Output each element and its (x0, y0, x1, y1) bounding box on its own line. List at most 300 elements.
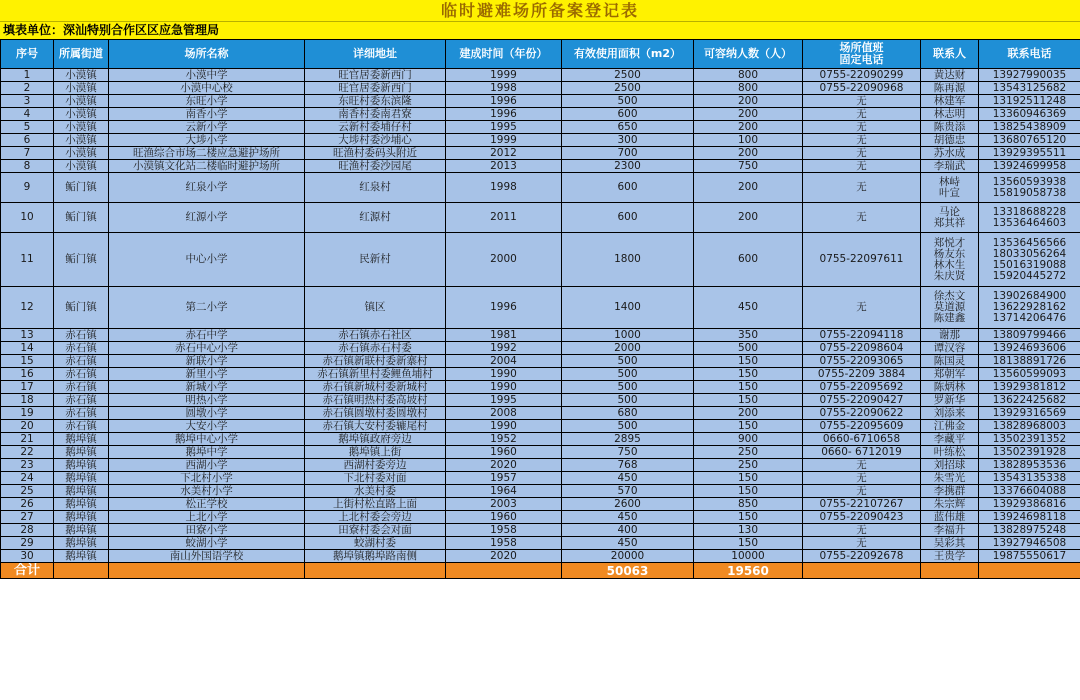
cell-capacity[interactable]: 500 (694, 342, 803, 355)
cell-area[interactable]: 500 (562, 394, 694, 407)
cell-area[interactable]: 750 (562, 446, 694, 459)
cell-duty-phone[interactable]: 无 (803, 203, 921, 233)
cell-name[interactable]: 蛟湖小学 (109, 537, 305, 550)
cell-capacity[interactable]: 200 (694, 121, 803, 134)
cell-year[interactable]: 1992 (446, 342, 562, 355)
cell-duty-phone[interactable]: 0755-22098604 (803, 342, 921, 355)
cell-name[interactable]: 小漠中心校 (109, 82, 305, 95)
cell-no[interactable]: 17 (1, 381, 54, 394)
cell-duty-phone[interactable]: 无 (803, 459, 921, 472)
cell-street[interactable]: 赤石镇 (54, 342, 109, 355)
cell-mobile[interactable] (979, 420, 1080, 433)
cell-street[interactable]: 赤石镇 (54, 368, 109, 381)
cell-no[interactable]: 26 (1, 498, 54, 511)
cell-capacity[interactable]: 250 (694, 446, 803, 459)
cell-year[interactable]: 1981 (446, 329, 562, 342)
cell-contact[interactable] (921, 69, 979, 82)
cell-capacity[interactable]: 150 (694, 368, 803, 381)
cell-address[interactable]: 南香村委南君寮 (305, 108, 446, 121)
cell-mobile[interactable] (979, 394, 1080, 407)
cell-area[interactable]: 500 (562, 95, 694, 108)
cell-name[interactable]: 鹅埠中心小学 (109, 433, 305, 446)
cell-no[interactable]: 21 (1, 433, 54, 446)
cell-name[interactable]: 中心小学 (109, 233, 305, 287)
cell-year[interactable]: 2003 (446, 498, 562, 511)
cell-year[interactable]: 1990 (446, 368, 562, 381)
cell-mobile[interactable] (979, 108, 1080, 121)
cell-capacity[interactable]: 450 (694, 287, 803, 329)
cell-address[interactable]: 下北村委对面 (305, 472, 446, 485)
cell-no[interactable]: 1 (1, 69, 54, 82)
cell-year[interactable]: 2004 (446, 355, 562, 368)
cell-area[interactable]: 20000 (562, 550, 694, 563)
cell-name[interactable]: 上北小学 (109, 511, 305, 524)
cell-name[interactable]: 水美村小学 (109, 485, 305, 498)
cell-year[interactable]: 2020 (446, 459, 562, 472)
cell-address[interactable]: 鹅埠镇政府旁边 (305, 433, 446, 446)
cell-contact[interactable] (921, 134, 979, 147)
cell-mobile[interactable] (979, 433, 1080, 446)
cell-duty-phone[interactable]: 无 (803, 485, 921, 498)
cell-mobile[interactable] (979, 342, 1080, 355)
cell-capacity[interactable]: 200 (694, 173, 803, 203)
cell-contact[interactable] (921, 108, 979, 121)
cell-address[interactable]: 上北村委会旁边 (305, 511, 446, 524)
cell-area[interactable]: 1800 (562, 233, 694, 287)
cell-duty-phone[interactable]: 0755-22090968 (803, 82, 921, 95)
cell-address[interactable]: 旺渔村委沙园尾 (305, 160, 446, 173)
cell-year[interactable]: 1998 (446, 173, 562, 203)
cell-contact[interactable] (921, 498, 979, 511)
cell-name[interactable]: 东旺小学 (109, 95, 305, 108)
cell-contact[interactable] (921, 420, 979, 433)
cell-area[interactable]: 300 (562, 134, 694, 147)
cell-street[interactable]: 赤石镇 (54, 381, 109, 394)
cell-area[interactable]: 500 (562, 368, 694, 381)
cell-year[interactable]: 1996 (446, 95, 562, 108)
cell-street[interactable]: 小漠镇 (54, 108, 109, 121)
cell-area[interactable]: 2500 (562, 82, 694, 95)
cell-street[interactable]: 小漠镇 (54, 82, 109, 95)
cell-mobile[interactable] (979, 550, 1080, 563)
cell-duty-phone[interactable]: 0755-22097611 (803, 233, 921, 287)
cell-capacity[interactable]: 100 (694, 134, 803, 147)
cell-no[interactable]: 7 (1, 147, 54, 160)
cell-street[interactable]: 鹅埠镇 (54, 459, 109, 472)
cell-street[interactable]: 小漠镇 (54, 121, 109, 134)
cell-street[interactable]: 小漠镇 (54, 134, 109, 147)
cell-no[interactable]: 2 (1, 82, 54, 95)
cell-mobile[interactable] (979, 459, 1080, 472)
cell-duty-phone[interactable]: 0755-22090299 (803, 69, 921, 82)
cell-duty-phone[interactable]: 0755-22095609 (803, 420, 921, 433)
cell-address[interactable]: 鹅埠镇上街 (305, 446, 446, 459)
cell-area[interactable]: 450 (562, 472, 694, 485)
cell-area[interactable]: 2000 (562, 342, 694, 355)
cell-mobile[interactable] (979, 537, 1080, 550)
cell-address[interactable]: 上街村松直路上面 (305, 498, 446, 511)
cell-contact[interactable] (921, 459, 979, 472)
cell-capacity[interactable]: 130 (694, 524, 803, 537)
header-capacity[interactable]: 可容纳人数（人） (694, 40, 803, 69)
cell-name[interactable]: 小漠镇文化站二楼临时避护场所 (109, 160, 305, 173)
cell-contact[interactable] (921, 329, 979, 342)
cell-street[interactable]: 鹅埠镇 (54, 498, 109, 511)
cell-no[interactable]: 16 (1, 368, 54, 381)
total-empty-cell[interactable] (109, 563, 305, 579)
cell-capacity[interactable]: 150 (694, 472, 803, 485)
cell-no[interactable]: 9 (1, 173, 54, 203)
cell-area[interactable]: 450 (562, 511, 694, 524)
cell-year[interactable]: 1958 (446, 537, 562, 550)
cell-area[interactable]: 2600 (562, 498, 694, 511)
cell-duty-phone[interactable]: 无 (803, 472, 921, 485)
cell-capacity[interactable]: 200 (694, 203, 803, 233)
cell-contact[interactable] (921, 446, 979, 459)
header-area[interactable]: 有效使用面积（m2） (562, 40, 694, 69)
cell-area[interactable]: 2300 (562, 160, 694, 173)
cell-contact[interactable] (921, 173, 979, 203)
cell-name[interactable]: 新城小学 (109, 381, 305, 394)
cell-street[interactable]: 鹅埠镇 (54, 511, 109, 524)
cell-street[interactable]: 赤石镇 (54, 420, 109, 433)
cell-street[interactable]: 鲘门镇 (54, 203, 109, 233)
cell-contact[interactable] (921, 537, 979, 550)
cell-address[interactable]: 水美村委 (305, 485, 446, 498)
cell-duty-phone[interactable]: 0660-6710658 (803, 433, 921, 446)
cell-no[interactable]: 24 (1, 472, 54, 485)
cell-name[interactable]: 西湖小学 (109, 459, 305, 472)
cell-address[interactable]: 田寮村委会对面 (305, 524, 446, 537)
cell-year[interactable]: 2012 (446, 147, 562, 160)
cell-area[interactable]: 400 (562, 524, 694, 537)
cell-duty-phone[interactable]: 无 (803, 95, 921, 108)
cell-contact[interactable] (921, 381, 979, 394)
cell-capacity[interactable]: 200 (694, 147, 803, 160)
cell-name[interactable]: 松正学校 (109, 498, 305, 511)
cell-contact[interactable] (921, 394, 979, 407)
cell-contact[interactable] (921, 472, 979, 485)
header-name[interactable]: 场所名称 (109, 40, 305, 69)
cell-duty-phone[interactable]: 0660- 6712019 (803, 446, 921, 459)
cell-address[interactable]: 红源村 (305, 203, 446, 233)
cell-duty-phone[interactable]: 0755-22090427 (803, 394, 921, 407)
cell-contact[interactable] (921, 524, 979, 537)
cell-year[interactable]: 1958 (446, 524, 562, 537)
cell-area[interactable]: 500 (562, 355, 694, 368)
cell-name[interactable]: 新联小学 (109, 355, 305, 368)
cell-no[interactable]: 3 (1, 95, 54, 108)
cell-contact[interactable] (921, 550, 979, 563)
cell-contact[interactable] (921, 407, 979, 420)
cell-mobile[interactable] (979, 82, 1080, 95)
cell-capacity[interactable]: 150 (694, 511, 803, 524)
cell-mobile[interactable] (979, 69, 1080, 82)
cell-no[interactable]: 30 (1, 550, 54, 563)
cell-mobile[interactable] (979, 381, 1080, 394)
cell-street[interactable]: 鹅埠镇 (54, 485, 109, 498)
cell-address[interactable]: 赤石镇赤石社区 (305, 329, 446, 342)
cell-year[interactable]: 2000 (446, 233, 562, 287)
cell-no[interactable]: 11 (1, 233, 54, 287)
header-address[interactable]: 详细地址 (305, 40, 446, 69)
cell-year[interactable]: 1999 (446, 69, 562, 82)
cell-duty-phone[interactable]: 无 (803, 121, 921, 134)
cell-name[interactable]: 小漠中学 (109, 69, 305, 82)
cell-capacity[interactable]: 750 (694, 160, 803, 173)
cell-duty-phone[interactable]: 无 (803, 173, 921, 203)
cell-name[interactable]: 明热小学 (109, 394, 305, 407)
cell-street[interactable]: 赤石镇 (54, 355, 109, 368)
cell-mobile[interactable] (979, 160, 1080, 173)
cell-year[interactable]: 1995 (446, 394, 562, 407)
cell-street[interactable]: 鲘门镇 (54, 233, 109, 287)
cell-street[interactable]: 鹅埠镇 (54, 537, 109, 550)
cell-address[interactable]: 赤石镇大安村委辘尾村 (305, 420, 446, 433)
total-empty-cell[interactable] (979, 563, 1080, 579)
cell-duty-phone[interactable]: 0755-2209 3884 (803, 368, 921, 381)
cell-mobile[interactable] (979, 524, 1080, 537)
cell-address[interactable]: 赤石镇新联村委新寨村 (305, 355, 446, 368)
cell-no[interactable]: 6 (1, 134, 54, 147)
cell-year[interactable]: 1998 (446, 82, 562, 95)
cell-year[interactable]: 2008 (446, 407, 562, 420)
cell-area[interactable]: 768 (562, 459, 694, 472)
cell-street[interactable]: 鹅埠镇 (54, 472, 109, 485)
cell-mobile[interactable] (979, 368, 1080, 381)
cell-no[interactable]: 29 (1, 537, 54, 550)
cell-duty-phone[interactable]: 无 (803, 160, 921, 173)
cell-name[interactable]: 云新小学 (109, 121, 305, 134)
cell-no[interactable]: 22 (1, 446, 54, 459)
cell-no[interactable]: 8 (1, 160, 54, 173)
total-empty-cell[interactable] (803, 563, 921, 579)
cell-capacity[interactable]: 200 (694, 95, 803, 108)
cell-duty-phone[interactable]: 0755-22094118 (803, 329, 921, 342)
cell-year[interactable]: 1952 (446, 433, 562, 446)
cell-street[interactable]: 赤石镇 (54, 329, 109, 342)
cell-street[interactable]: 鹅埠镇 (54, 524, 109, 537)
cell-no[interactable]: 14 (1, 342, 54, 355)
cell-year[interactable]: 1990 (446, 381, 562, 394)
cell-mobile[interactable] (979, 498, 1080, 511)
cell-area[interactable]: 500 (562, 420, 694, 433)
cell-capacity[interactable]: 900 (694, 433, 803, 446)
cell-year[interactable]: 1995 (446, 121, 562, 134)
cell-contact[interactable] (921, 233, 979, 287)
cell-year[interactable]: 2013 (446, 160, 562, 173)
cell-address[interactable]: 西湖村委旁边 (305, 459, 446, 472)
cell-no[interactable]: 15 (1, 355, 54, 368)
cell-name[interactable]: 南香小学 (109, 108, 305, 121)
cell-year[interactable]: 1957 (446, 472, 562, 485)
cell-mobile[interactable] (979, 485, 1080, 498)
cell-area[interactable]: 600 (562, 108, 694, 121)
cell-capacity[interactable]: 600 (694, 233, 803, 287)
total-area[interactable]: 50063 (562, 563, 694, 579)
cell-no[interactable]: 18 (1, 394, 54, 407)
cell-name[interactable]: 赤石中心小学 (109, 342, 305, 355)
header-mobile[interactable]: 联系电话 (979, 40, 1080, 69)
cell-area[interactable]: 600 (562, 203, 694, 233)
cell-street[interactable]: 鹅埠镇 (54, 446, 109, 459)
cell-capacity[interactable]: 150 (694, 485, 803, 498)
cell-no[interactable]: 12 (1, 287, 54, 329)
cell-no[interactable]: 5 (1, 121, 54, 134)
cell-year[interactable]: 2011 (446, 203, 562, 233)
cell-no[interactable]: 28 (1, 524, 54, 537)
cell-year[interactable]: 1996 (446, 287, 562, 329)
header-contact[interactable]: 联系人 (921, 40, 979, 69)
cell-mobile[interactable] (979, 329, 1080, 342)
cell-area[interactable]: 700 (562, 147, 694, 160)
cell-area[interactable]: 1400 (562, 287, 694, 329)
total-label[interactable]: 合计 (1, 563, 54, 579)
cell-area[interactable]: 500 (562, 381, 694, 394)
cell-mobile[interactable] (979, 233, 1080, 287)
cell-name[interactable]: 赤石中学 (109, 329, 305, 342)
cell-name[interactable]: 新里小学 (109, 368, 305, 381)
cell-contact[interactable] (921, 368, 979, 381)
cell-address[interactable]: 东旺村委东滨隆 (305, 95, 446, 108)
total-empty-cell[interactable] (305, 563, 446, 579)
cell-no[interactable]: 13 (1, 329, 54, 342)
cell-address[interactable]: 赤石镇新城村委新城村 (305, 381, 446, 394)
cell-capacity[interactable]: 150 (694, 420, 803, 433)
cell-year[interactable]: 1960 (446, 511, 562, 524)
cell-no[interactable]: 4 (1, 108, 54, 121)
cell-name[interactable]: 田寮小学 (109, 524, 305, 537)
total-empty-cell[interactable] (54, 563, 109, 579)
cell-capacity[interactable]: 800 (694, 82, 803, 95)
cell-mobile[interactable] (979, 147, 1080, 160)
cell-address[interactable]: 红泉村 (305, 173, 446, 203)
cell-address[interactable]: 旺官居委新西门 (305, 82, 446, 95)
cell-name[interactable]: 第二小学 (109, 287, 305, 329)
cell-duty-phone[interactable]: 无 (803, 108, 921, 121)
cell-street[interactable]: 小漠镇 (54, 147, 109, 160)
header-duty-phone[interactable] (803, 40, 921, 69)
cell-year[interactable]: 1964 (446, 485, 562, 498)
header-no[interactable]: 序号 (1, 40, 54, 69)
cell-capacity[interactable]: 150 (694, 381, 803, 394)
cell-address[interactable]: 旺渔村委码头附近 (305, 147, 446, 160)
cell-duty-phone[interactable]: 无 (803, 524, 921, 537)
cell-address[interactable]: 赤石镇赤石村委 (305, 342, 446, 355)
cell-duty-phone[interactable]: 0755-22090423 (803, 511, 921, 524)
header-year[interactable]: 建成时间（年份） (446, 40, 562, 69)
cell-capacity[interactable]: 250 (694, 459, 803, 472)
header-street[interactable]: 所属街道 (54, 40, 109, 69)
cell-capacity[interactable]: 150 (694, 355, 803, 368)
cell-street[interactable]: 鹅埠镇 (54, 550, 109, 563)
cell-capacity[interactable]: 200 (694, 108, 803, 121)
cell-no[interactable]: 20 (1, 420, 54, 433)
cell-name[interactable]: 大埗小学 (109, 134, 305, 147)
cell-no[interactable]: 19 (1, 407, 54, 420)
cell-area[interactable]: 2500 (562, 69, 694, 82)
cell-name[interactable]: 大安小学 (109, 420, 305, 433)
cell-street[interactable]: 小漠镇 (54, 160, 109, 173)
total-capacity[interactable]: 19560 (694, 563, 803, 579)
cell-no[interactable]: 27 (1, 511, 54, 524)
cell-capacity[interactable]: 10000 (694, 550, 803, 563)
cell-name[interactable]: 南山外国语学校 (109, 550, 305, 563)
cell-capacity[interactable]: 200 (694, 407, 803, 420)
cell-contact[interactable] (921, 433, 979, 446)
cell-area[interactable]: 450 (562, 537, 694, 550)
total-empty-cell[interactable] (446, 563, 562, 579)
cell-area[interactable]: 600 (562, 173, 694, 203)
cell-name[interactable]: 圆墩小学 (109, 407, 305, 420)
cell-year[interactable]: 1996 (446, 108, 562, 121)
cell-no[interactable]: 10 (1, 203, 54, 233)
cell-year[interactable]: 1960 (446, 446, 562, 459)
total-empty-cell[interactable] (921, 563, 979, 579)
cell-duty-phone[interactable]: 0755-22095692 (803, 381, 921, 394)
cell-name[interactable]: 红源小学 (109, 203, 305, 233)
cell-mobile[interactable] (979, 407, 1080, 420)
cell-capacity[interactable]: 800 (694, 69, 803, 82)
cell-contact[interactable] (921, 203, 979, 233)
cell-capacity[interactable]: 850 (694, 498, 803, 511)
cell-street[interactable]: 小漠镇 (54, 69, 109, 82)
cell-no[interactable]: 23 (1, 459, 54, 472)
cell-area[interactable]: 570 (562, 485, 694, 498)
cell-duty-phone[interactable]: 无 (803, 537, 921, 550)
cell-street[interactable]: 鹅埠镇 (54, 433, 109, 446)
cell-no[interactable]: 25 (1, 485, 54, 498)
cell-address[interactable]: 云新村委埔仔村 (305, 121, 446, 134)
cell-address[interactable]: 大埗村委沙埔心 (305, 134, 446, 147)
cell-street[interactable]: 赤石镇 (54, 407, 109, 420)
cell-area[interactable]: 650 (562, 121, 694, 134)
cell-duty-phone[interactable]: 无 (803, 134, 921, 147)
cell-mobile[interactable] (979, 472, 1080, 485)
cell-contact[interactable] (921, 121, 979, 134)
cell-mobile[interactable] (979, 173, 1080, 203)
cell-duty-phone[interactable]: 0755-22107267 (803, 498, 921, 511)
cell-mobile[interactable] (979, 95, 1080, 108)
cell-street[interactable]: 鲘门镇 (54, 173, 109, 203)
cell-year[interactable]: 1999 (446, 134, 562, 147)
cell-mobile[interactable] (979, 287, 1080, 329)
cell-area[interactable]: 680 (562, 407, 694, 420)
cell-mobile[interactable] (979, 355, 1080, 368)
cell-contact[interactable] (921, 82, 979, 95)
cell-capacity[interactable]: 150 (694, 394, 803, 407)
cell-address[interactable]: 旺官居委新西门 (305, 69, 446, 82)
cell-name[interactable]: 鹅埠中学 (109, 446, 305, 459)
cell-duty-phone[interactable]: 无 (803, 147, 921, 160)
cell-area[interactable]: 1000 (562, 329, 694, 342)
cell-contact[interactable] (921, 355, 979, 368)
cell-mobile[interactable] (979, 511, 1080, 524)
cell-duty-phone[interactable]: 无 (803, 287, 921, 329)
cell-contact[interactable] (921, 511, 979, 524)
cell-contact[interactable] (921, 147, 979, 160)
cell-mobile[interactable] (979, 446, 1080, 459)
cell-contact[interactable] (921, 485, 979, 498)
cell-capacity[interactable]: 350 (694, 329, 803, 342)
cell-street[interactable]: 鲘门镇 (54, 287, 109, 329)
cell-year[interactable]: 1990 (446, 420, 562, 433)
cell-mobile[interactable] (979, 134, 1080, 147)
cell-address[interactable]: 赤石镇新里村委鲤鱼埔村 (305, 368, 446, 381)
cell-address[interactable]: 赤石镇明热村委高坡村 (305, 394, 446, 407)
cell-address[interactable]: 蛟湖村委 (305, 537, 446, 550)
cell-capacity[interactable]: 150 (694, 537, 803, 550)
